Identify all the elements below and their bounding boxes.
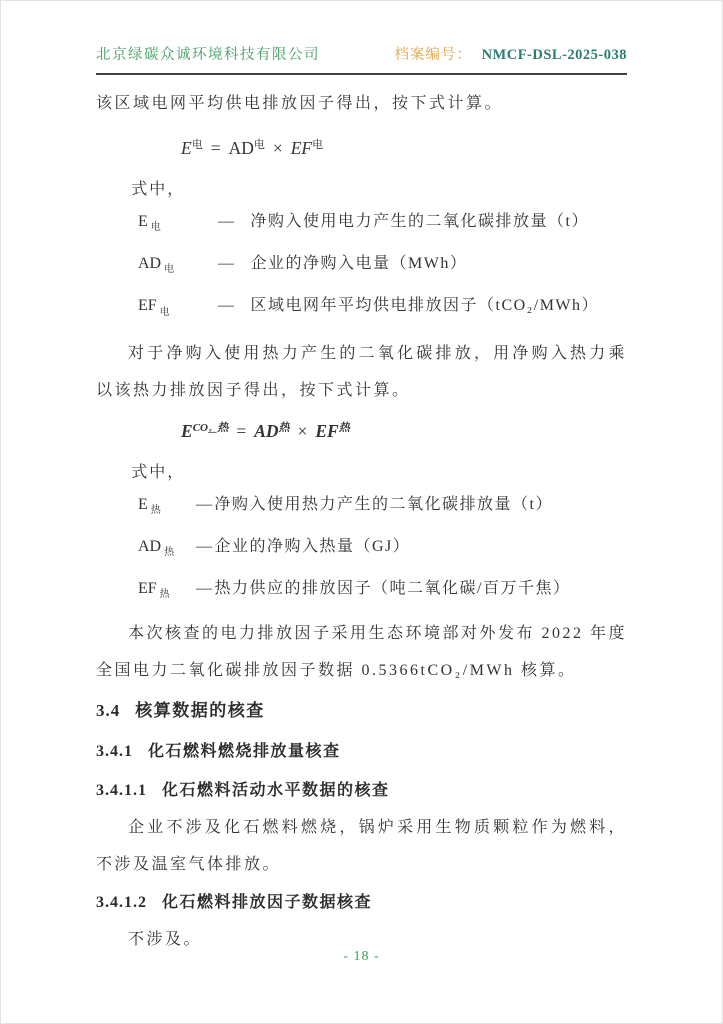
equals-sign: = xyxy=(236,420,247,441)
section-heading-3-4 xyxy=(96,699,627,723)
definition-term xyxy=(138,204,218,246)
definition-description: 热力供应的排放因子（吨二氧化碳/百万千焦） xyxy=(214,579,571,597)
section-heading-3-4-1 xyxy=(96,740,627,764)
formula-note: 式中， xyxy=(131,181,186,198)
equals-sign: = xyxy=(210,138,221,158)
definition-term xyxy=(138,529,196,571)
formula-lhs: E xyxy=(181,138,192,158)
heading-title: 化石燃料排放因子数据核查 xyxy=(162,894,373,912)
definition-description: 企业的净购入电量（MWh） xyxy=(250,255,468,273)
definition-dash: — xyxy=(218,213,236,230)
definition-row xyxy=(138,288,627,330)
term-subscript: 热 xyxy=(164,546,175,558)
formula-term1-subscript: 热 xyxy=(278,421,290,434)
definitions-electricity xyxy=(96,204,627,331)
definition-description: 净购入使用电力产生的二氧化碳排放量（t） xyxy=(250,213,589,230)
multiply-sign: × xyxy=(272,138,283,158)
term-symbol: E xyxy=(138,495,148,513)
multiply-sign: × xyxy=(297,420,308,441)
heading-number: 3.4.1.1 xyxy=(96,782,147,800)
formula-lhs-subscript: CO₂_热 xyxy=(192,421,229,434)
term-symbol: EF xyxy=(138,579,157,597)
formula-term1: AD xyxy=(254,420,279,441)
formula-note: 式中， xyxy=(131,463,186,481)
formula-term2: EF xyxy=(315,420,339,441)
heading-number: 3.4.1.2 xyxy=(96,894,147,912)
heading-title: 化石燃料燃烧排放量核查 xyxy=(148,743,341,761)
definition-term xyxy=(138,246,218,288)
heading-title: 化石燃料活动水平数据的核查 xyxy=(162,782,390,800)
paragraph-fossil-fuel: 企业不涉及化石燃料燃烧，锅炉采用生物质颗粒作为燃料，不涉及温室气体排放。 xyxy=(96,819,627,874)
heading-number: 3.4.1 xyxy=(96,743,133,761)
term-subscript: 热 xyxy=(150,504,161,516)
term-subscript: 电 xyxy=(150,222,161,234)
heading-title: 核算数据的核查 xyxy=(135,701,265,721)
formula-term1: AD xyxy=(228,138,254,158)
paragraph-grid-factor-intro: 该区域电网平均供电排放因子得出，按下式计算。 xyxy=(96,95,504,112)
term-symbol: EF xyxy=(138,297,157,315)
definitions-heat xyxy=(96,487,627,614)
formula-lhs-subscript: 电 xyxy=(191,139,203,151)
header-company-name: 北京绿碳众诚环境科技有限公司 xyxy=(96,47,320,63)
heading-number: 3.4 xyxy=(96,701,121,721)
definition-description: 净购入使用热力产生的二氧化碳排放量（t） xyxy=(214,495,553,513)
header-file-number-group xyxy=(394,43,627,64)
paragraph-not-applicable: 不涉及。 xyxy=(128,931,203,949)
document-header xyxy=(96,43,627,75)
definition-description: 区域电网年平均供电排放因子（tCO₂/MWh） xyxy=(250,297,600,315)
definition-row xyxy=(138,204,627,246)
paragraph-heat-intro: 对于净购入使用热力产生的二氧化碳排放，用净购入热力乘以该热力排放因子得出，按下式计算。 xyxy=(96,344,627,399)
definition-term xyxy=(138,288,218,330)
term-subscript: 电 xyxy=(159,306,170,318)
definition-dash: — xyxy=(196,495,214,513)
page-number: - 18 - xyxy=(343,949,380,964)
file-number-value: NMCF-DSL-2025-038 xyxy=(481,47,627,63)
definition-dash: — xyxy=(196,537,214,555)
formula-electricity-emission xyxy=(181,136,627,170)
term-symbol: E xyxy=(138,213,148,230)
formula-term2: EF xyxy=(290,138,313,158)
term-symbol: AD xyxy=(138,537,162,555)
section-heading-3-4-1-2 xyxy=(96,891,627,915)
formula-term2-subscript: 电 xyxy=(312,139,324,151)
definition-dash: — xyxy=(218,255,236,273)
formula-lhs: E xyxy=(181,420,193,441)
definition-term xyxy=(138,571,196,613)
definition-description: 企业的净购入热量（GJ） xyxy=(214,537,411,555)
paragraph-emission-factor-source: 本次核查的电力排放因子采用生态环境部对外发布 2022 年度全国电力二氧化碳排放因子数据 0.5366tCO₂/MWh 核算。 xyxy=(96,625,628,680)
definition-dash: — xyxy=(196,579,214,597)
definition-dash: — xyxy=(218,297,236,315)
term-subscript: 热 xyxy=(159,589,170,601)
formula-term2-subscript: 热 xyxy=(338,421,350,434)
term-subscript: 电 xyxy=(164,264,175,276)
definition-row xyxy=(138,487,627,529)
formula-heat-emission xyxy=(181,419,627,453)
file-number-label: 档案编号： xyxy=(394,47,472,63)
definition-row xyxy=(138,571,627,613)
section-heading-3-4-1-1 xyxy=(96,779,627,803)
formula-term1-subscript: 电 xyxy=(253,139,265,151)
term-symbol: AD xyxy=(138,255,162,273)
definition-row xyxy=(138,529,627,571)
definition-row xyxy=(138,246,627,288)
definition-term xyxy=(138,487,196,529)
